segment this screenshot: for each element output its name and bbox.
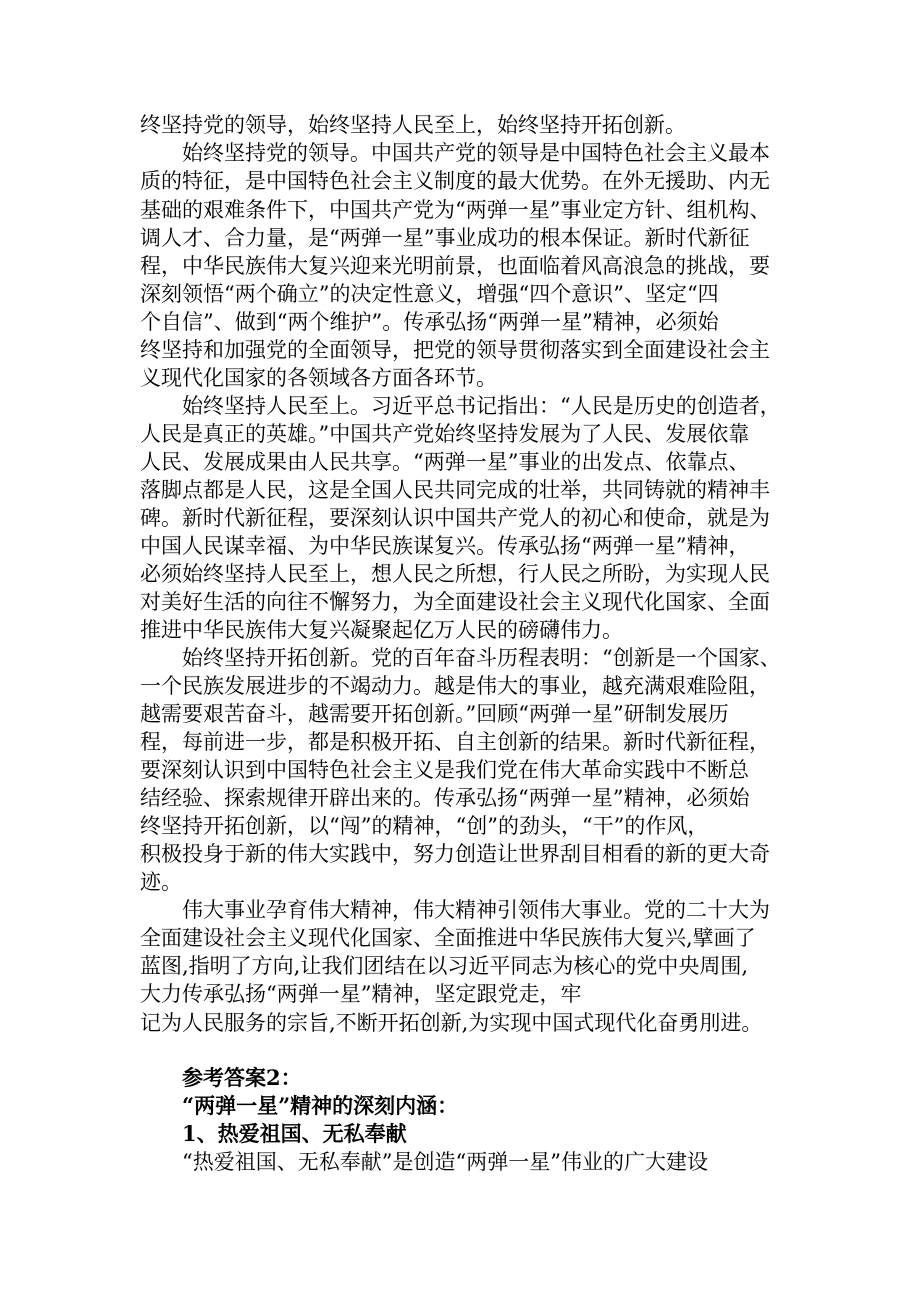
section-heading: “两弹一星”精神的深刻内涵： bbox=[182, 1093, 459, 1118]
paragraph-line: 必须始终坚持人民至上，想人民之所想，行人民之所盼，为实现人民 bbox=[140, 562, 770, 586]
paragraph-line: 终坚持党的领导，始终坚持人民至上，始终坚持开拓创新。 bbox=[140, 113, 686, 137]
paragraph-line: 全面建设社会主义现代化国家、全面推进中华民族伟大复兴,擘画了 bbox=[140, 926, 756, 950]
paragraph-line: 基础的艰难条件下，中国共产党为“两弹一星”事业定方针、组机构、 bbox=[140, 198, 771, 222]
paragraph-line: 调人才、合力量，是“两弹一星”事业成功的根本保证。新时代新征 bbox=[140, 226, 750, 250]
paragraph-line: 碑。新时代新征程，要深刻认识中国共产党人的初心和使命，就是为 bbox=[140, 506, 770, 530]
paragraph-line: 始终坚持党的领导。中国共产党的领导是中国特色社会主义最本 bbox=[182, 141, 770, 165]
paragraph-line: 终坚持开拓创新，以“闯”的精神，“创”的劲头，“干”的作风， bbox=[140, 814, 709, 838]
paragraph-line: 深刻领悟“两个确立”的决定性意义，增强“四个意识”、坚定“四 bbox=[140, 282, 719, 306]
paragraph-line: 对美好生活的向往不懈努力，为全面建设社会主义现代化国家、全面 bbox=[140, 590, 770, 614]
paragraph-line: 蓝图,指明了方向,让我们团结在以习近平同志为核心的党中央周围, bbox=[140, 954, 749, 978]
answer-heading: 参考答案2： bbox=[182, 1065, 302, 1090]
paragraph-line: 推进中华民族伟大复兴凝聚起亿万人民的磅礴伟力。 bbox=[140, 618, 623, 642]
paragraph-line: 程，中华民族伟大复兴迎来光明前景，也面临着风高浪急的挑战，要 bbox=[140, 254, 770, 278]
paragraph-line: 程，每前进一步，都是积极开拓、自主创新的结果。新时代新征程， bbox=[140, 730, 770, 754]
paragraph-line: 落脚点都是人民，这是全国人民共同完成的壮举，共同铸就的精神丰 bbox=[140, 478, 770, 502]
paragraph-line: 个自信”、做到“两个维护”。传承弘扬“两弹一星”精神，必须始 bbox=[140, 310, 719, 334]
paragraph-line: 终坚持和加强党的全面领导，把党的领导贯彻落实到全面建设社会主 bbox=[140, 338, 770, 362]
paragraph-line: 要深刻认识到中国特色社会主义是我们党在伟大革命实践中不断总 bbox=[140, 758, 749, 782]
point-paragraph-line: “热爱祖国、无私奉献”是创造“两弹一星”伟业的广大建设 bbox=[182, 1150, 708, 1174]
paragraph-line: 迹。 bbox=[140, 870, 182, 894]
paragraph-line: 伟大事业孕育伟大精神，伟大精神引领伟大事业。党的二十大为 bbox=[182, 898, 770, 922]
paragraph-line: 始终坚持人民至上。习近平总书记指出：“人民是历史的创造者， bbox=[182, 394, 781, 418]
paragraph-line: 记为人民服务的宗旨,不断开拓创新,为实现中国式现代化奋勇刖进。 bbox=[140, 1011, 763, 1035]
paragraph-line: 始终坚持开拓创新。党的百年奋斗历程表明：“创新是一个国家、 bbox=[182, 646, 781, 670]
point-heading: 1、热爱祖国、无私奉献 bbox=[182, 1121, 407, 1146]
paragraph-line: 越需要艰苦奋斗，越需要开拓创新。”回顾“两弹一星”研制发展历 bbox=[140, 702, 729, 726]
paragraph-line: 一个民族发展进步的不竭动力。越是伟大的事业，越充满艰难险阻， bbox=[140, 674, 770, 698]
paragraph-line: 大力传承弘扬“两弹一星”精神，坚定跟党走，牢 bbox=[140, 982, 582, 1006]
paragraph-line: 积极投身于新的伟大实践中，努力创造让世界刮目相看的新的更大奇 bbox=[140, 842, 770, 866]
paragraph-line: 结经验、探索规律开辟出来的。传承弘扬“两弹一星”精神，必须始 bbox=[140, 786, 750, 810]
paragraph-line: 中国人民谋幸福、为中华民族谋复兴。传承弘扬“两弹一星”精神， bbox=[140, 534, 750, 558]
paragraph-line: 质的特征，是中国特色社会主义制度的最大优势。在外无援助、内无 bbox=[140, 169, 770, 193]
paragraph-line: 义现代化国家的各领域各方面各环节。 bbox=[140, 366, 497, 390]
paragraph-line: 人民是真正的英雄。”中国共产党始终坚持发展为了人民、发展依靠 bbox=[140, 422, 750, 446]
paragraph-line: 人民、发展成果由人民共享。“两弹一星”事业的出发点、依靠点、 bbox=[140, 450, 750, 474]
